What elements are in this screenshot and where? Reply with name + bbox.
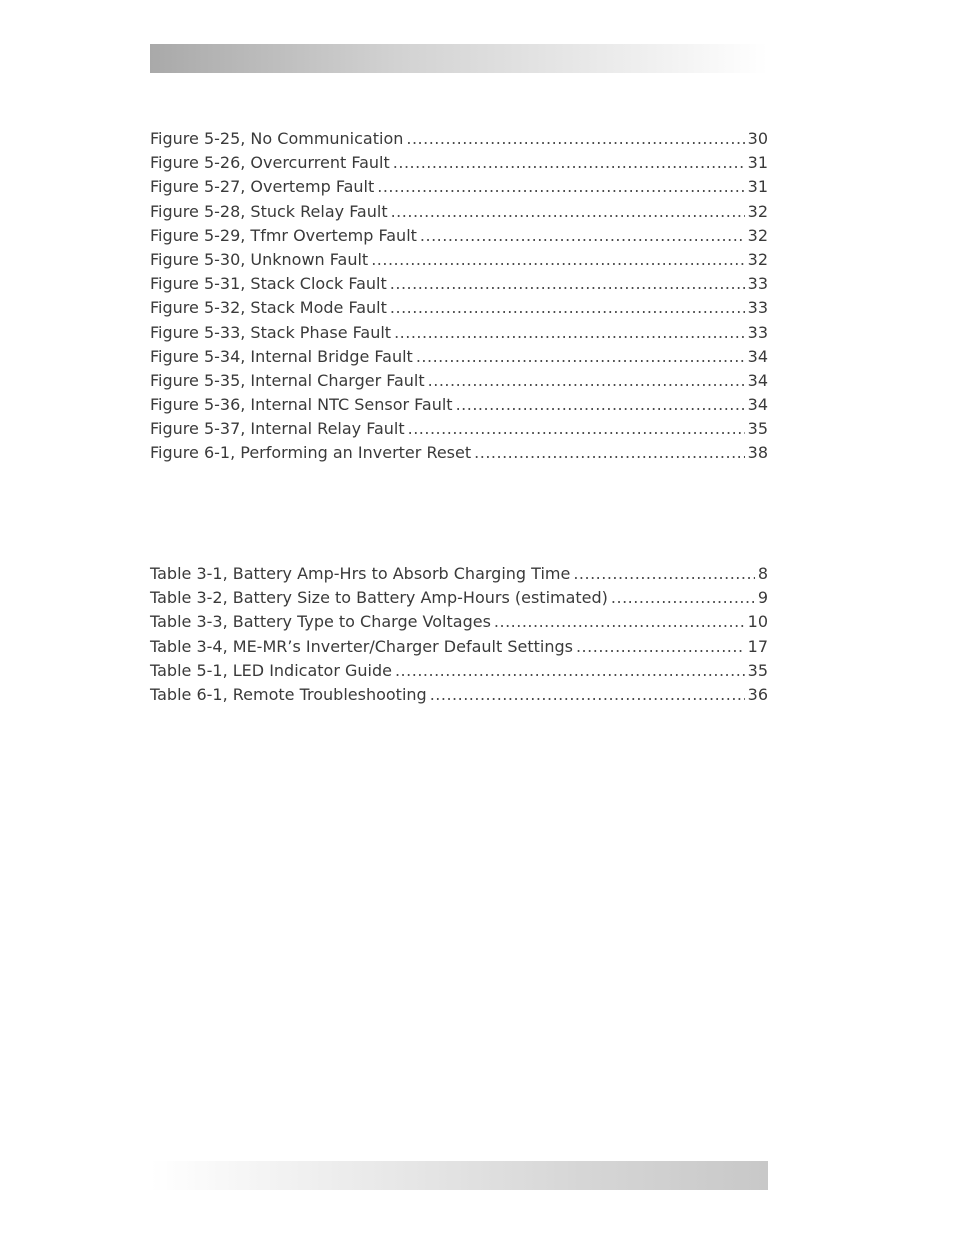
footer-gradient-bar — [150, 1161, 768, 1190]
toc-entry-title: Figure 5-27, Overtemp Fault — [150, 177, 375, 197]
toc-entry-title: Figure 5-33, Stack Phase Fault — [150, 322, 392, 342]
toc-entry-page-number: 35 — [747, 419, 768, 439]
toc-entry-page-number: 31 — [747, 153, 768, 173]
toc-entry[interactable] — [150, 610, 768, 634]
toc-entry-title: Figure 5-31, Stack Clock Fault — [150, 274, 387, 294]
toc-entry-title: Table 3-3, Battery Type to Charge Voltages — [150, 612, 491, 632]
toc-entry[interactable] — [150, 393, 768, 417]
toc-entry-page-number: 34 — [747, 346, 768, 366]
dot-leader — [420, 224, 745, 248]
toc-entry-title: Figure 5-35, Internal Charger Fault — [150, 370, 425, 390]
dot-leader — [406, 127, 744, 151]
toc-entry[interactable] — [150, 659, 768, 683]
dot-leader — [377, 175, 744, 199]
toc-entry-page-number: 8 — [757, 564, 768, 583]
dot-leader — [371, 248, 744, 272]
dot-leader — [573, 562, 755, 586]
toc-entry[interactable] — [150, 417, 768, 441]
toc-entry[interactable] — [150, 248, 768, 272]
toc-entry-title: Table 6-1, Remote Troubleshooting — [150, 684, 427, 704]
toc-entry-title: Table 3-4, ME-MR’s Inverter/Charger Default Settings — [150, 636, 573, 656]
dot-leader — [394, 321, 745, 345]
dot-leader — [390, 272, 745, 296]
toc-entry[interactable] — [150, 562, 768, 586]
toc-entry-title: Figure 5-25, No Communication — [150, 129, 404, 148]
dot-leader — [494, 610, 745, 634]
toc-entry[interactable] — [150, 175, 768, 199]
toc-entry-page-number: 33 — [747, 298, 768, 318]
dot-leader — [416, 345, 745, 369]
toc-entry-title: Figure 5-29, Tfmr Overtemp Fault — [150, 225, 417, 245]
toc-entry-page-number: 32 — [747, 225, 768, 245]
toc-entry-title: Table 3-1, Battery Amp-Hrs to Absorb Charging Time — [150, 564, 571, 583]
toc-entry[interactable] — [150, 296, 768, 320]
toc-entry-title: Table 3-2, Battery Size to Battery Amp-Hours (estimated) — [150, 588, 608, 608]
toc-entry[interactable] — [150, 683, 768, 707]
dot-leader — [408, 417, 745, 441]
toc-entry-title: Figure 5-28, Stuck Relay Fault — [150, 201, 388, 221]
toc-entry-page-number: 32 — [747, 201, 768, 221]
toc-entry-page-number: 33 — [747, 274, 768, 294]
toc-entry-title: Figure 6-1, Performing an Inverter Reset — [150, 443, 472, 463]
list-of-tables — [150, 562, 768, 707]
dot-leader — [393, 151, 745, 175]
toc-entry[interactable] — [150, 369, 768, 393]
toc-entry-page-number: 31 — [747, 177, 768, 197]
toc-entry-title: Table 5-1, LED Indicator Guide — [150, 660, 392, 680]
toc-entry-page-number: 33 — [747, 322, 768, 342]
header-gradient-bar — [150, 44, 768, 73]
toc-entry-page-number: 17 — [747, 636, 768, 656]
toc-entry[interactable] — [150, 200, 768, 224]
toc-entry[interactable] — [150, 635, 768, 659]
dot-leader — [611, 586, 755, 610]
dot-leader — [390, 296, 745, 320]
toc-entry-page-number: 36 — [747, 684, 768, 704]
dot-leader — [395, 659, 745, 683]
toc-entry-page-number: 30 — [747, 129, 768, 148]
toc-entry[interactable] — [150, 321, 768, 345]
toc-entry-title: Figure 5-30, Unknown Fault — [150, 249, 369, 269]
toc-entry-page-number: 32 — [747, 249, 768, 269]
toc-entry-page-number: 10 — [747, 612, 768, 632]
toc-entry-title: Figure 5-37, Internal Relay Fault — [150, 419, 405, 439]
toc-entry-title: Figure 5-26, Overcurrent Fault — [150, 153, 390, 173]
toc-entry-title: Figure 5-34, Internal Bridge Fault — [150, 346, 413, 366]
toc-entry[interactable] — [150, 224, 768, 248]
dot-leader — [428, 369, 745, 393]
dot-leader — [430, 683, 745, 707]
toc-entry-title: Figure 5-32, Stack Mode Fault — [150, 298, 387, 318]
list-of-figures — [150, 127, 768, 466]
toc-entry[interactable] — [150, 272, 768, 296]
dot-leader — [391, 200, 745, 224]
toc-entry-title: Figure 5-36, Internal NTC Sensor Fault — [150, 395, 453, 415]
toc-entry[interactable] — [150, 586, 768, 610]
toc-entry[interactable] — [150, 441, 768, 465]
dot-leader — [456, 393, 745, 417]
toc-entry-page-number: 34 — [747, 370, 768, 390]
toc-entry-page-number: 9 — [757, 588, 768, 608]
dot-leader — [474, 441, 745, 465]
toc-entry-page-number: 34 — [747, 395, 768, 415]
toc-entry[interactable] — [150, 345, 768, 369]
toc-entry-page-number: 38 — [747, 443, 768, 463]
dot-leader — [576, 635, 745, 659]
toc-entry[interactable] — [150, 127, 768, 151]
toc-entry[interactable] — [150, 151, 768, 175]
toc-entry-page-number: 35 — [747, 660, 768, 680]
